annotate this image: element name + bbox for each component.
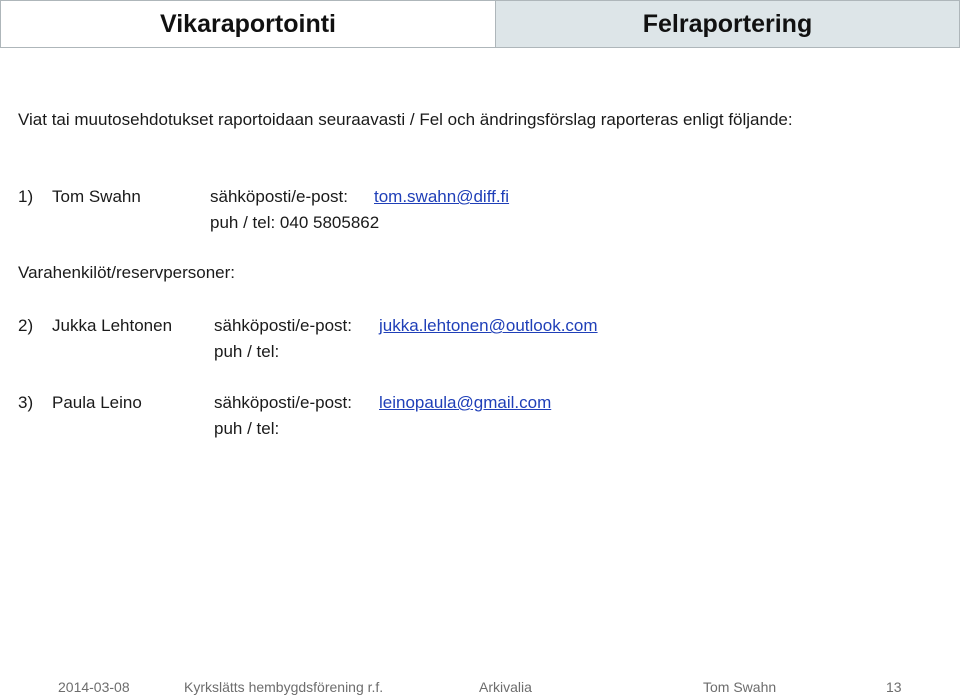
contact-3-name: Paula Leino (52, 393, 142, 412)
contact-3-number: 3) (18, 393, 34, 412)
intro-text: Viat tai muutosehdotukset raportoidaan seuraavasti / Fel och ändringsförslag raporteras enligt följande: (18, 110, 793, 129)
contact-3-email-link[interactable]: leinopaula@gmail.com (379, 393, 552, 412)
contact-2-email-label: sähköposti/e-post: (214, 316, 352, 335)
contact-1-number: 1) (18, 187, 34, 206)
footer-page-number: 13 (886, 679, 902, 695)
footer-organization: Kyrkslätts hembygdsförening r.f. (184, 679, 384, 695)
backup-heading: Varahenkilöt/reservpersoner: (18, 263, 236, 282)
contact-2-number: 2) (18, 316, 34, 335)
title-finnish: Vikaraportointi (0, 0, 496, 48)
contact-2-name: Jukka Lehtonen (52, 316, 173, 335)
contact-3-email-label: sähköposti/e-post: (214, 393, 352, 412)
contact-1-email-label: sähköposti/e-post: (210, 187, 348, 206)
footer-date: 2014-03-08 (58, 679, 130, 695)
footer-author: Tom Swahn (703, 679, 777, 695)
contact-3-phone: puh / tel: (214, 419, 280, 438)
title-swedish: Felraportering (495, 0, 960, 48)
contact-1-email-link[interactable]: tom.swahn@diff.fi (374, 187, 510, 206)
footer-project: Arkivalia (479, 679, 532, 695)
contact-2-phone: puh / tel: (214, 342, 280, 361)
contact-2-email-link[interactable]: jukka.lehtonen@outlook.com (379, 316, 598, 335)
title-bar (0, 0, 960, 48)
contact-1-name: Tom Swahn (52, 187, 141, 206)
contact-1-phone: puh / tel: 040 5805862 (210, 213, 380, 232)
